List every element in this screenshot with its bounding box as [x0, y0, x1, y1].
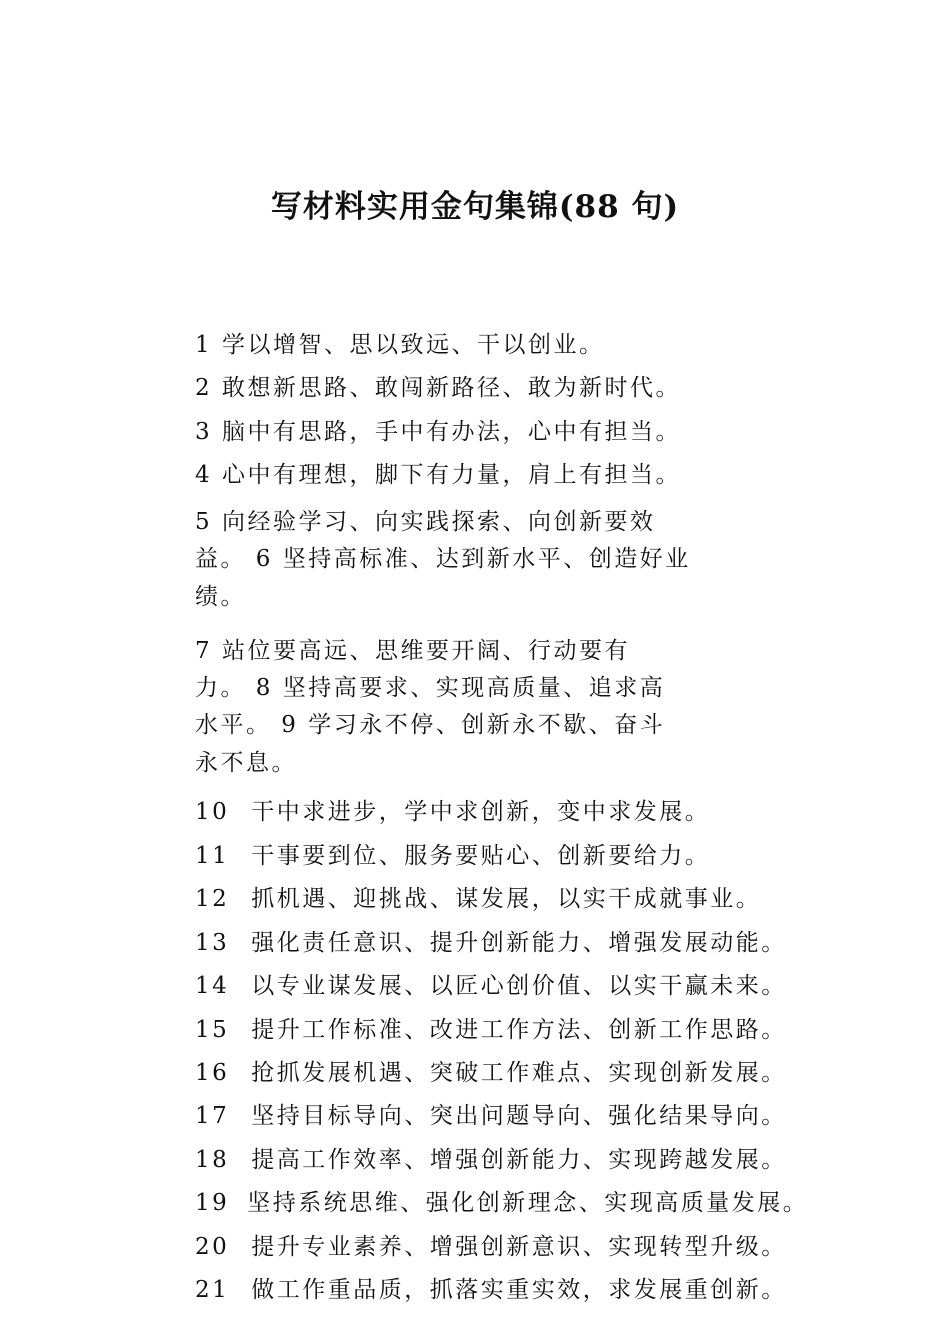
numbered-line: [195, 797, 710, 827]
line-number: 12: [195, 886, 230, 912]
text-line: 绩。: [195, 584, 246, 610]
numbered-line: [195, 1188, 808, 1218]
line-number: 21: [195, 1277, 230, 1303]
line-number: 20: [195, 1234, 230, 1260]
text-line: 1 学以增智、思以致远、干以创业。: [195, 332, 605, 358]
numbered-line: [195, 928, 787, 958]
numbered-line: [195, 1145, 787, 1175]
text-line: 4 心中有理想，脚下有力量，肩上有担当。: [195, 462, 681, 488]
numbered-line: [195, 1058, 787, 1088]
text-line: 5 向经验学习、向实践探索、向创新要效: [195, 509, 656, 535]
document-title: 写材料实用金句集锦(88 句): [270, 189, 680, 225]
line-number: 19: [195, 1190, 230, 1216]
text-line: 永不息。: [195, 750, 297, 776]
line-text: 以专业谋发展、以匠心创价值、以实干赢未来。: [251, 973, 787, 999]
line-text: 强化责任意识、提升创新能力、增强发展动能。: [251, 930, 787, 956]
numbered-line: [195, 971, 787, 1001]
line-number: 15: [195, 1017, 230, 1043]
numbered-line: [195, 884, 761, 914]
numbered-line: [195, 1232, 787, 1262]
text-line: 力。 8 坚持高要求、实现高质量、追求高: [195, 675, 666, 701]
numbered-line: [195, 1101, 787, 1131]
line-text: 抓机遇、迎挑战、谋发展，以实干成就事业。: [251, 886, 762, 912]
text-line: 3 脑中有思路，手中有办法，心中有担当。: [195, 419, 681, 445]
line-number: 13: [195, 930, 230, 956]
numbered-line: [195, 841, 710, 871]
line-number: 16: [195, 1060, 230, 1086]
line-number: 17: [195, 1103, 230, 1129]
line-text: 干事要到位、服务要贴心、创新要给力。: [251, 843, 711, 869]
text-line: 2 敢想新思路、敢闯新路径、敢为新时代。: [195, 375, 681, 401]
text-line: 7 站位要高远、思维要开阔、行动要有: [195, 638, 630, 664]
line-text: 提升工作标准、改进工作方法、创新工作思路。: [251, 1017, 787, 1043]
line-text: 坚持目标导向、突出问题导向、强化结果导向。: [251, 1103, 787, 1129]
line-text: 提升专业素养、增强创新意识、实现转型升级。: [251, 1234, 787, 1260]
line-text: 提高工作效率、增强创新能力、实现跨越发展。: [251, 1147, 787, 1173]
line-text: 坚持系统思维、强化创新理念、实现高质量发展。: [247, 1190, 809, 1216]
line-number: 11: [195, 843, 230, 869]
line-number: 18: [195, 1147, 230, 1173]
text-line: 益。 6 坚持高标准、达到新水平、创造好业: [195, 546, 691, 572]
text-line: 水平。 9 学习永不停、创新永不歇、奋斗: [195, 712, 666, 738]
numbered-line: [195, 1015, 787, 1045]
line-number: 10: [195, 799, 230, 825]
line-number: 14: [195, 973, 230, 999]
line-text: 抢抓发展机遇、突破工作难点、实现创新发展。: [251, 1060, 787, 1086]
numbered-line: [195, 1275, 787, 1305]
line-text: 干中求进步，学中求创新，变中求发展。: [251, 799, 711, 825]
line-text: 做工作重品质，抓落实重实效，求发展重创新。: [251, 1277, 787, 1303]
